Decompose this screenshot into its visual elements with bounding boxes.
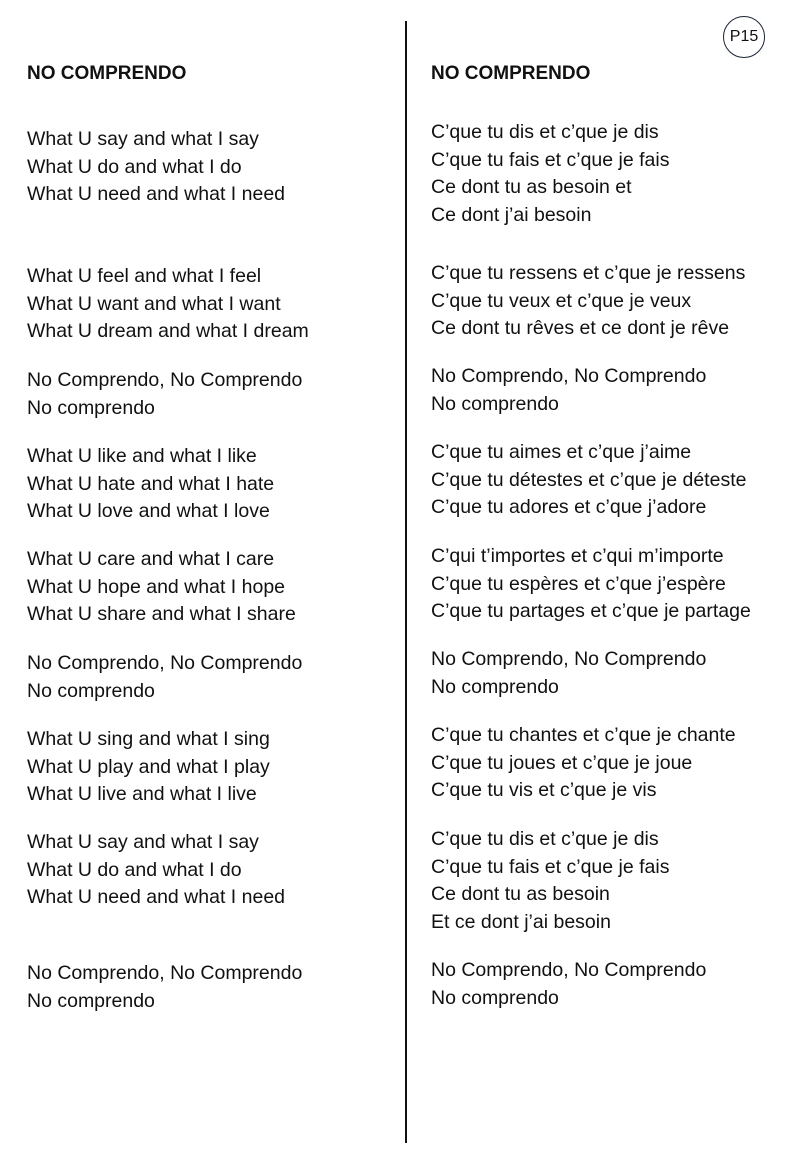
- lyric-line: What U hate and what I hate: [27, 472, 275, 495]
- lyric-line: No comprendo: [27, 679, 155, 702]
- lyric-line: No comprendo: [431, 986, 559, 1009]
- lyric-line: C’que tu espères et c’que j’espère: [431, 572, 726, 595]
- lyric-line: C’que tu dis et c’que je dis: [431, 828, 659, 850]
- lyric-line: C’que tu dis et c’que je dis: [431, 121, 659, 143]
- left-stanza-2: [27, 263, 309, 346]
- left-chorus-3: [27, 960, 302, 1015]
- lyric-line: What U play and what I play: [27, 755, 270, 778]
- lyric-line: What U need and what I need: [27, 886, 286, 908]
- left-chorus-1: [27, 367, 302, 422]
- lyric-line: What U dream and what I dream: [27, 320, 309, 342]
- right-stanza-3: [431, 439, 746, 522]
- right-chorus-2: [431, 646, 706, 701]
- left-stanza-3: [27, 443, 274, 526]
- lyric-line: C’que tu fais et c’que je fais: [431, 855, 670, 878]
- left-stanza-6: [27, 829, 285, 912]
- right-stanza-4: [431, 543, 751, 626]
- lyric-line: C’que tu partages et c’que je partage: [431, 600, 751, 622]
- right-chorus-3: [431, 957, 706, 1012]
- lyric-line: C’que tu fais et c’que je fais: [431, 148, 670, 171]
- lyric-line: What U say and what I say: [27, 831, 259, 853]
- lyric-line: No Comprendo, No Comprendo: [27, 962, 303, 984]
- lyric-line: No comprendo: [27, 396, 155, 419]
- lyric-line: No comprendo: [431, 675, 559, 698]
- left-stanza-4: [27, 546, 296, 629]
- lyric-line: No Comprendo, No Comprendo: [27, 369, 303, 391]
- lyric-line: C’que tu chantes et c’que je chante: [431, 724, 736, 746]
- right-stanza-6: [431, 826, 669, 936]
- lyric-line: What U sing and what I sing: [27, 728, 270, 750]
- lyric-line: No Comprendo, No Comprendo: [431, 365, 707, 387]
- right-stanza-2: [431, 260, 745, 343]
- right-stanza-5: [431, 722, 736, 805]
- lyric-line: What U love and what I love: [27, 500, 270, 522]
- lyric-line: C’que tu ressens et c’que je ressens: [431, 262, 746, 284]
- lyric-line: C’que tu adores et c’que j’adore: [431, 496, 707, 518]
- lyric-line: What U do and what I do: [27, 858, 242, 881]
- lyric-line: No comprendo: [27, 989, 155, 1012]
- lyric-line: What U want and what I want: [27, 292, 281, 315]
- lyric-line: What U care and what I care: [27, 548, 275, 570]
- lyric-line: What U do and what I do: [27, 155, 242, 178]
- left-chorus-2: [27, 650, 302, 705]
- left-column-title: NO COMPRENDO: [27, 63, 187, 84]
- lyric-line: No Comprendo, No Comprendo: [431, 959, 707, 981]
- left-stanza-5: [27, 726, 270, 809]
- lyric-line: Ce dont j’ai besoin: [431, 203, 592, 226]
- lyric-line: What U live and what I live: [27, 783, 257, 805]
- right-chorus-1: [431, 363, 706, 418]
- lyric-line: No Comprendo, No Comprendo: [27, 652, 303, 674]
- lyric-line: What U feel and what I feel: [27, 265, 262, 287]
- lyric-line: No comprendo: [431, 392, 559, 415]
- column-divider: [405, 21, 407, 1143]
- lyric-line: What U share and what I share: [27, 603, 296, 625]
- lyric-line: What U need and what I need: [27, 183, 286, 205]
- page-number-badge: P15: [723, 16, 765, 58]
- lyric-line: What U like and what I like: [27, 445, 257, 467]
- lyric-line: What U say and what I say: [27, 128, 259, 150]
- lyric-line: No Comprendo, No Comprendo: [431, 648, 707, 670]
- lyric-line: C’que tu vis et c’que je vis: [431, 779, 657, 801]
- lyric-line: Ce dont tu as besoin et: [431, 176, 632, 198]
- lyric-line: Ce dont tu rêves et ce dont je rêve: [431, 317, 730, 339]
- lyric-line: C’que tu aimes et c’que j’aime: [431, 441, 692, 463]
- lyric-line: C’que tu détestes et c’que je déteste: [431, 468, 747, 491]
- left-stanza-1: [27, 126, 285, 209]
- right-stanza-1: [431, 119, 669, 229]
- lyric-line: C’qui t’importes et c’qui m’importe: [431, 545, 724, 567]
- right-column-title: NO COMPRENDO: [431, 63, 591, 84]
- lyric-line: Ce dont tu as besoin: [431, 883, 610, 905]
- lyric-line: What U hope and what I hope: [27, 575, 286, 598]
- lyric-line: C’que tu joues et c’que je joue: [431, 751, 693, 774]
- lyric-line: C’que tu veux et c’que je veux: [431, 289, 692, 312]
- lyric-line: Et ce dont j’ai besoin: [431, 910, 611, 933]
